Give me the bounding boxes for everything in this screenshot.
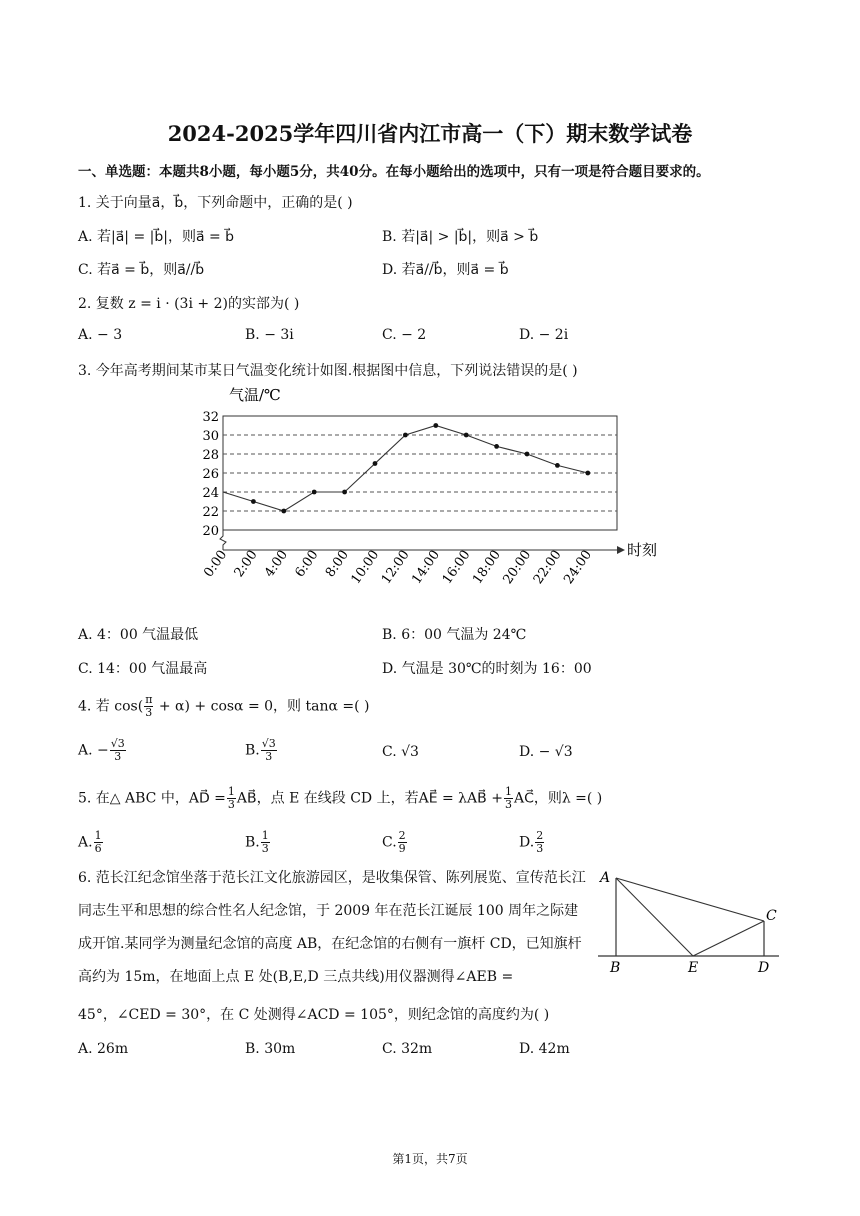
x-tick-label: 2:00: [231, 547, 261, 581]
page-footer: 第1页，共7页: [392, 1152, 468, 1166]
data-point: [312, 490, 317, 495]
question-5-option-d: [519, 830, 545, 855]
x-tick-label: 12:00: [378, 547, 413, 587]
point-d-label: D: [758, 960, 770, 976]
question-4-option-a: [78, 738, 127, 763]
data-point: [373, 461, 378, 466]
question-1-option-b: B. 若|a⃗| > |b⃗|，则a⃗ > b⃗: [382, 229, 539, 245]
option-fraction: [261, 738, 277, 763]
question-2-option-a: A. − 3: [78, 327, 123, 343]
question-5-option-a: [78, 830, 104, 855]
question-3-option-d: D. 气温是 30℃的时刻为 16：00: [382, 661, 592, 677]
x-tick-label: 20:00: [500, 547, 535, 587]
question-4-option-b: [245, 738, 278, 763]
option-fraction: [535, 830, 544, 855]
question-5-stem: [78, 786, 602, 811]
question-3-option-a: A. 4：00 气温最低: [78, 627, 199, 643]
fraction-numerator: √3: [110, 737, 125, 750]
question-4-stem-pre: 4. 若 cos(: [78, 698, 144, 715]
question-6-option-c: C. 32m: [382, 1041, 433, 1057]
page-title: 2024-2025学年四川省内江市高一（下）期末数学试卷: [167, 121, 693, 146]
option-prefix: D.: [519, 834, 535, 851]
question-6-stem: 6. 范长江纪念馆坐落于范长江文化旅游园区，是收集保管、陈列展览、宣传范长江同志生平和思想的综合性名人纪念馆，于 2009 年在范长江诞辰 100 周年之际建成开馆.某同学为测量纪念馆的高度 AB，在纪念馆的右侧有一旗杆 CD，已知旗杆高约为 15m，在地面上点 E 处(B,E,D 三点共线)用仪器测得∠AEB =: [78, 870, 586, 985]
point-b-label: B: [610, 960, 621, 976]
option-fraction: [398, 830, 407, 855]
fraction-numerator: 1: [504, 785, 512, 798]
data-point: [433, 423, 438, 428]
option-prefix: B.: [245, 742, 260, 759]
data-point: [342, 490, 347, 495]
question-6-option-d: D. 42m: [519, 1041, 570, 1057]
x-tick-label: 8:00: [322, 547, 352, 581]
y-tick-label: 26: [202, 467, 219, 482]
question-1-option-c: C. 若a⃗ = b⃗，则a⃗//b⃗: [78, 262, 205, 278]
y-tick-label: 24: [202, 486, 219, 501]
fraction-denominator: 3: [504, 798, 512, 811]
question-1-option-d: D. 若a⃗//b⃗，则a⃗ = b⃗: [382, 262, 509, 278]
fraction-denominator: 3: [265, 750, 273, 763]
y-axis-label: 气温/℃: [229, 386, 281, 404]
stem-fraction: [504, 786, 513, 811]
stem-fraction: [227, 786, 236, 811]
stem-part: 5. 在△ ABC 中，AD⃗ =: [78, 790, 226, 807]
segment-ec: [693, 921, 764, 956]
fraction-numerator: π: [145, 693, 153, 706]
x-tick-label: 16:00: [439, 547, 474, 587]
question-6-option-b: B. 30m: [245, 1041, 296, 1057]
question-4-stem: [78, 694, 370, 719]
question-3-option-b: B. 6：00 气温为 24℃: [382, 627, 527, 643]
data-point: [494, 444, 499, 449]
option-fraction: [94, 830, 103, 855]
question-2-option-b: B. − 3i: [245, 327, 294, 343]
fraction-numerator: 1: [227, 785, 235, 798]
data-point: [585, 471, 590, 476]
fraction-numerator: 2: [398, 829, 406, 842]
y-tick-label: 22: [202, 505, 219, 520]
fraction-denominator: 9: [398, 842, 406, 855]
point-a-label: A: [600, 870, 611, 886]
x-tick-label: 4:00: [262, 547, 292, 581]
option-prefix: A. −: [78, 742, 109, 759]
fraction-denominator: 3: [227, 798, 235, 811]
question-5-option-c: [382, 830, 408, 855]
point-e-label: E: [688, 960, 699, 976]
x-tick-label: 22:00: [530, 547, 565, 587]
x-tick-label: 14:00: [409, 547, 444, 587]
fraction-denominator: 3: [261, 842, 269, 855]
temperature-series-line: [223, 426, 588, 512]
x-tick-label: 18:00: [470, 547, 504, 587]
axis-break: [220, 530, 226, 550]
x-tick-label: 10:00: [348, 547, 383, 587]
fraction-numerator: √3: [261, 737, 276, 750]
section-heading: 一、单选题：本题共8小题，每小题5分，共40分。在每小题给出的选项中，只有一项是符合题目要求的。: [78, 164, 710, 180]
stem-part: AB⃗，点 E 在线段 CD 上，若AE⃗ = λAB⃗ +: [236, 790, 503, 807]
fraction-denominator: 3: [145, 706, 153, 719]
question-1-stem: 1. 关于向量a⃗，b⃗，下列命题中，正确的是( ): [78, 195, 353, 211]
x-tick-label: 24:00: [561, 547, 596, 587]
question-4-fraction: [144, 694, 153, 719]
y-tick-label: 20: [202, 524, 219, 539]
x-tick-label: 0:00: [201, 547, 231, 581]
question-6-option-a: A. 26m: [78, 1041, 129, 1057]
y-tick-label: 30: [202, 429, 219, 444]
data-point: [555, 463, 560, 468]
data-point: [464, 433, 469, 438]
question-3-stem: 3. 今年高考期间某市某日气温变化统计如图.根据图中信息，下列说法错误的是( ): [78, 363, 578, 379]
question-2-option-d: D. − 2i: [519, 327, 569, 343]
option-fraction: [110, 738, 126, 763]
fraction-numerator: 1: [94, 829, 102, 842]
question-4-option-d: D. − √3: [519, 744, 573, 760]
question-4-stem-post: + α) + cosα = 0，则 tanα =( ): [154, 698, 370, 715]
question-1-option-a: A. 若|a⃗| = |b⃗|，则a⃗ = b⃗: [78, 229, 235, 245]
x-axis-label: 时刻: [627, 541, 658, 559]
x-axis-arrow: [617, 546, 625, 554]
data-point: [281, 509, 286, 514]
question-6-stem-continued: 45°，∠CED = 30°，在 C 处测得∠ACD = 105°，则纪念馆的高度约为( ): [78, 1007, 550, 1023]
segment-ac: [616, 878, 764, 921]
x-tick-label: 6:00: [292, 547, 322, 581]
y-tick-label: 28: [202, 448, 219, 463]
fraction-denominator: 6: [94, 842, 102, 855]
fraction-numerator: 1: [261, 829, 269, 842]
question-2-option-c: C. − 2: [382, 327, 427, 343]
option-prefix: C.: [382, 834, 397, 851]
fraction-denominator: 3: [536, 842, 544, 855]
fraction-denominator: 3: [114, 750, 122, 763]
y-tick-label: 32: [202, 410, 219, 425]
data-point: [251, 499, 256, 504]
question-3-option-c: C. 14：00 气温最高: [78, 661, 208, 677]
data-point: [403, 433, 408, 438]
option-prefix: B.: [245, 834, 260, 851]
question-6-diagram: [598, 866, 783, 978]
data-point: [525, 452, 530, 457]
temperature-chart: [195, 378, 665, 593]
point-c-label: C: [766, 908, 777, 924]
option-fraction: [261, 830, 270, 855]
option-prefix: A.: [78, 834, 93, 851]
question-2-stem: 2. 复数 z = i · (3i + 2)的实部为( ): [78, 296, 300, 312]
question-5-option-b: [245, 830, 271, 855]
fraction-numerator: 2: [536, 829, 544, 842]
stem-part: AC⃗，则λ =( ): [513, 790, 603, 807]
question-4-option-c: C. √3: [382, 744, 419, 760]
